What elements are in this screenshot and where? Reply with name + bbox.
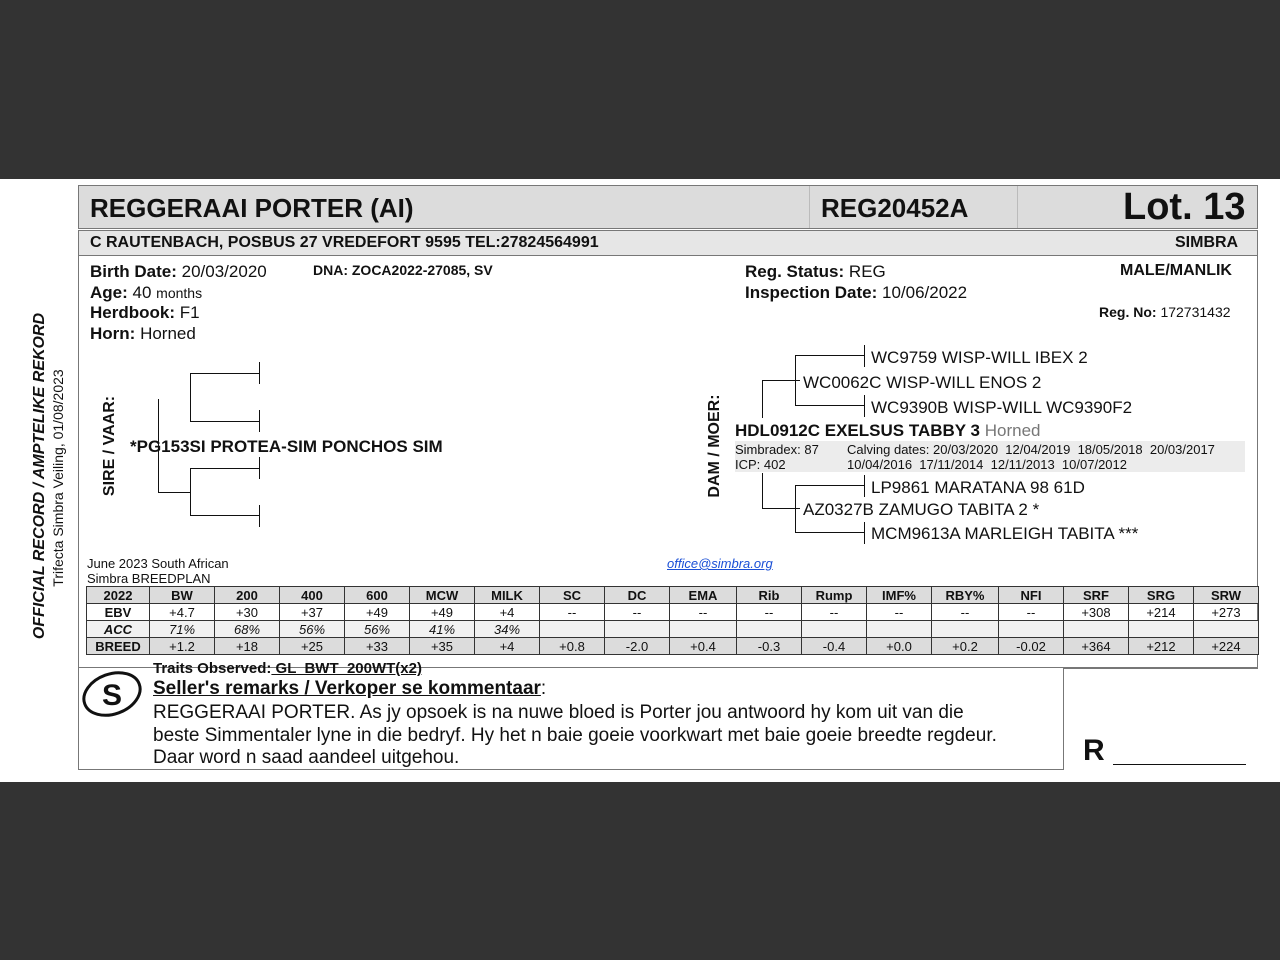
dna-info: DNA: ZOCA2022-27085, SV — [313, 262, 493, 278]
pedigree-tick — [864, 345, 865, 367]
ebv-cell: EBV — [87, 604, 150, 621]
ebv-cell: +4 — [475, 638, 540, 655]
calving-dates: Calving dates: 20/03/2020 12/04/2019 18/05/2018 20/03/2017 — [847, 442, 1215, 457]
age: Age: 40 months — [90, 283, 203, 302]
ebv-cell: -- — [670, 604, 737, 621]
ebv-cell: 400 — [280, 587, 345, 604]
ebv-accuracy-row — [87, 621, 1259, 638]
ebv-cell: +0.0 — [867, 638, 932, 655]
calving-dates-cont: 10/04/2016 17/11/2014 12/11/2013 10/07/2012 — [847, 457, 1127, 472]
ebv-cell: -- — [802, 604, 867, 621]
ebv-cell: IMF% — [867, 587, 932, 604]
lot-number: Lot. 13 — [1123, 186, 1246, 228]
pedigree-line — [795, 355, 865, 356]
ebv-cell: +224 — [1194, 638, 1259, 655]
ebv-cell: 56% — [280, 621, 345, 638]
ebv-cell: MCW — [410, 587, 475, 604]
pedigree-line — [795, 405, 865, 406]
ebv-cell: 68% — [215, 621, 280, 638]
horn-status: Horn: Horned — [90, 324, 196, 343]
ebv-cell: +364 — [1064, 638, 1129, 655]
header-divider — [1017, 186, 1018, 228]
dam-dam-sub-bracket — [795, 485, 796, 533]
ebv-cell: -- — [540, 604, 605, 621]
ebv-cell: -0.4 — [802, 638, 867, 655]
breedplan-line-1: June 2023 South African — [87, 556, 229, 571]
ebv-cell: -2.0 — [605, 638, 670, 655]
ebv-cell — [670, 621, 737, 638]
ebv-cell — [737, 621, 802, 638]
ebv-cell — [1194, 621, 1259, 638]
ebv-header-row — [87, 587, 1259, 604]
pedigree-tick — [864, 395, 865, 417]
ebv-cell: 71% — [150, 621, 215, 638]
dam-sire-sire: WC9759 WISP-WILL IBEX 2 — [871, 348, 1088, 367]
remarks-line-2: beste Simmentaler lyne in die bedryf. Hy het n baie goeie voorkwart met baie goeie breedte regdeur. — [153, 725, 997, 746]
ebv-cell: +18 — [215, 638, 280, 655]
registration-code: REG20452A — [821, 193, 969, 223]
dam-dam-bracket — [762, 473, 763, 509]
price-prefix: R — [1083, 734, 1105, 767]
ebv-cell: +308 — [1064, 604, 1129, 621]
breedplan-line-2: Simbra BREEDPLAN — [87, 571, 211, 586]
ebv-cell: +4 — [475, 604, 540, 621]
ebv-cell: -0.3 — [737, 638, 802, 655]
official-record-label: OFFICIAL RECORD / AMPTELIKE REKORD — [31, 312, 48, 640]
ebv-cell — [999, 621, 1064, 638]
sire-dam-bracket — [190, 468, 191, 515]
office-email-link[interactable]: office@simbra.org — [667, 556, 773, 571]
dam-sire-dam: WC9390B WISP-WILL WC9390F2 — [871, 398, 1133, 417]
ebv-table — [86, 586, 1259, 655]
dam-name: HDL0912C EXELSUS TABBY 3 Horned — [735, 421, 1041, 440]
simbra-logo-icon — [80, 664, 146, 722]
ebv-cell: NFI — [999, 587, 1064, 604]
ebv-cell: +49 — [345, 604, 410, 621]
simbradex: Simbradex: 87 — [735, 442, 819, 457]
pedigree-tick — [259, 410, 260, 432]
ebv-cell: +0.2 — [932, 638, 999, 655]
ebv-cell: +25 — [280, 638, 345, 655]
dam-dam-sire: LP9861 MARATANA 98 61D — [871, 478, 1085, 497]
ebv-cell: -- — [867, 604, 932, 621]
ebv-cell: RBY% — [932, 587, 999, 604]
breed-label: SIMBRA — [1175, 234, 1239, 251]
sex-label: MALE/MANLIK — [1120, 262, 1232, 279]
inspection-date: Inspection Date: 10/06/2022 — [745, 283, 968, 302]
ebv-cell: EMA — [670, 587, 737, 604]
ebv-cell: 41% — [410, 621, 475, 638]
pedigree-line — [795, 532, 865, 533]
ebv-cell: +49 — [410, 604, 475, 621]
birth-date: Birth Date: 20/03/2020 — [90, 262, 267, 281]
ebv-cell: SRF — [1064, 587, 1129, 604]
remarks-line-3: Daar word n saad aandeel uitgehou. — [153, 747, 460, 768]
ebv-cell: BREED — [87, 638, 150, 655]
ebv-cell: +212 — [1129, 638, 1194, 655]
sire-name: *PG153SI PROTEA-SIM PONCHOS SIM — [130, 437, 443, 456]
owner-line: C RAUTENBACH, POSBUS 27 VREDEFORT 9595 TEL:27824564991 — [90, 234, 599, 251]
pedigree-line — [190, 373, 260, 374]
ebv-cell: BW — [150, 587, 215, 604]
ebv-cell: DC — [605, 587, 670, 604]
ebv-values-row — [87, 604, 1259, 621]
reg-status: Reg. Status: REG — [745, 262, 886, 281]
sire-sire-bracket — [190, 373, 191, 422]
ebv-cell — [1064, 621, 1129, 638]
dam-label: DAM / MOER: — [706, 394, 723, 498]
pedigree-tick — [259, 457, 260, 479]
auction-label: Trifecta Simbra Veiling, 01/08/2023 — [50, 369, 66, 587]
pedigree-tick — [864, 475, 865, 497]
ebv-cell: +1.2 — [150, 638, 215, 655]
ebv-cell — [802, 621, 867, 638]
animal-name: REGGERAAI PORTER (AI) — [90, 193, 414, 223]
ebv-cell: +0.4 — [670, 638, 737, 655]
ebv-cell — [932, 621, 999, 638]
ebv-breed-row — [87, 638, 1259, 655]
ebv-cell: -0.02 — [999, 638, 1064, 655]
price-line[interactable] — [1113, 764, 1246, 765]
traits-observed: Traits Observed: GL BWT 200WT(x2) — [153, 660, 422, 677]
ebv-cell: SRW — [1194, 587, 1259, 604]
ebv-cell: 600 — [345, 587, 410, 604]
ebv-cell: Rib — [737, 587, 802, 604]
ebv-cell — [605, 621, 670, 638]
ebv-cell: +35 — [410, 638, 475, 655]
ebv-cell: -- — [932, 604, 999, 621]
dam-sire-bracket — [795, 355, 796, 406]
registration-number: Reg. No: 172731432 — [1099, 304, 1231, 320]
ebv-cell: +0.8 — [540, 638, 605, 655]
ebv-cell: 200 — [215, 587, 280, 604]
remarks-line-1: REGGERAAI PORTER. As jy opsoek is na nuwe bloed is Porter jou antwoord hy kom uit van die — [153, 702, 964, 723]
ebv-cell — [867, 621, 932, 638]
ebv-cell — [540, 621, 605, 638]
ebv-cell: SRG — [1129, 587, 1194, 604]
dam-dam-dam: MCM9613A MARLEIGH TABITA *** — [871, 524, 1139, 543]
ebv-cell: +37 — [280, 604, 345, 621]
herdbook: Herdbook: F1 — [90, 303, 200, 322]
ebv-cell: -- — [737, 604, 802, 621]
pedigree-line — [158, 492, 190, 493]
ebv-cell: +214 — [1129, 604, 1194, 621]
dam-bracket — [762, 380, 763, 418]
pedigree-line — [795, 485, 865, 486]
pedigree-tick — [259, 362, 260, 384]
ebv-cell: MILK — [475, 587, 540, 604]
dam-dam: AZ0327B ZAMUGO TABITA 2 * — [803, 500, 1040, 519]
header-divider — [809, 186, 810, 228]
icp: ICP: 402 — [735, 457, 786, 472]
sire-label: SIRE / VAAR: — [101, 395, 118, 497]
ebv-cell: SC — [540, 587, 605, 604]
ebv-cell: +273 — [1194, 604, 1259, 621]
svg-text:S: S — [102, 679, 123, 712]
ebv-cell: -- — [605, 604, 670, 621]
dam-sire: WC0062C WISP-WILL ENOS 2 — [803, 373, 1042, 392]
ebv-cell: 2022 — [87, 587, 150, 604]
ebv-cell: -- — [999, 604, 1064, 621]
pedigree-line — [190, 468, 260, 469]
remarks-heading: Seller's remarks / Verkoper se kommentaar: — [153, 678, 547, 699]
ebv-cell: 34% — [475, 621, 540, 638]
ebv-cell: +4.7 — [150, 604, 215, 621]
ebv-cell: 56% — [345, 621, 410, 638]
ebv-cell: Rump — [802, 587, 867, 604]
ebv-cell: ACC — [87, 621, 150, 638]
ebv-cell: +30 — [215, 604, 280, 621]
ebv-cell — [1129, 621, 1194, 638]
ebv-cell: +33 — [345, 638, 410, 655]
pedigree-line — [190, 421, 260, 422]
pedigree-tick — [259, 505, 260, 527]
pedigree-tick — [864, 522, 865, 544]
pedigree-line — [190, 515, 260, 516]
